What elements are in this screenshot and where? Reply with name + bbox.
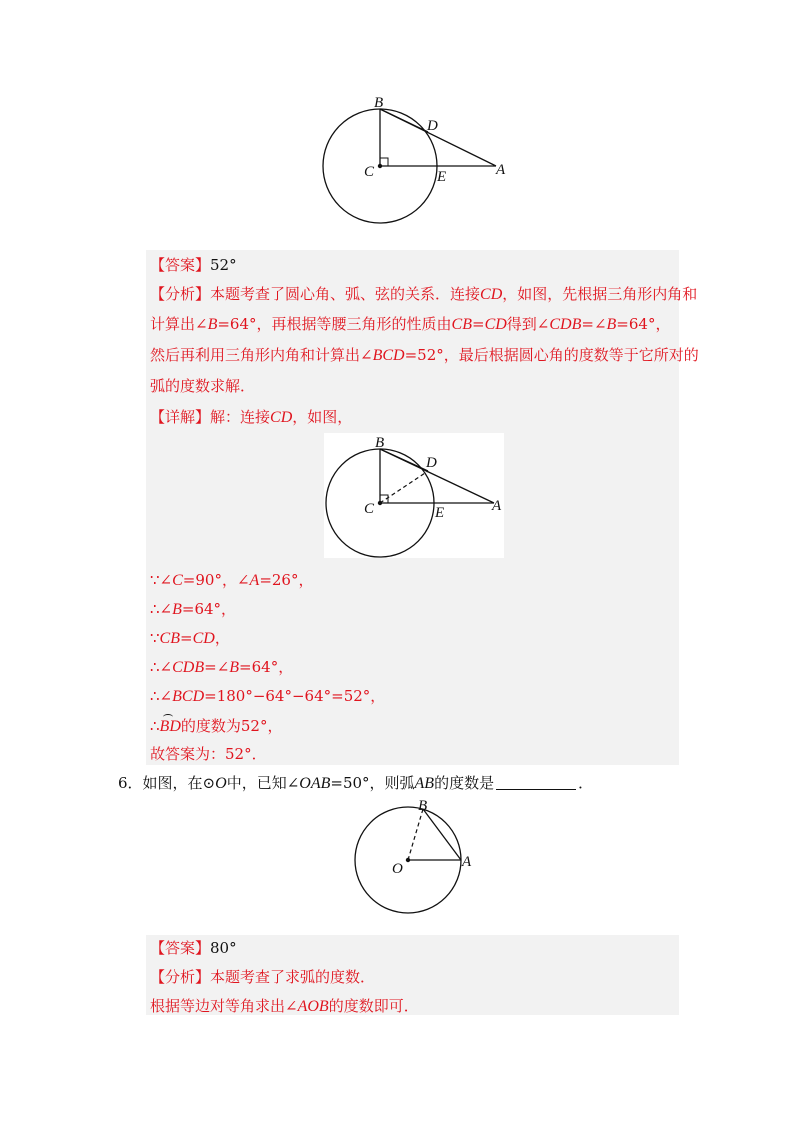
label-d: D — [427, 118, 438, 134]
q5-step6: ∴BD的度数为52°， — [150, 717, 283, 735]
label-a: A — [496, 162, 506, 178]
q5-analysis-line3: 然后再利用三角形内角和计算出∠BCD=52°，最后根据圆心角的度数等于它所对的 — [150, 346, 699, 364]
arc-bd: BD — [159, 718, 181, 735]
label-b: B — [375, 435, 385, 451]
q5-analysis-line1: 【分析】本题考查了圆心角、弧、弦的关系．连接CD，如图，先根据三角形内角和 — [150, 285, 698, 303]
q5-answer: 【答案】52° — [150, 256, 237, 274]
figure-circle-bcd-top — [310, 90, 520, 230]
question-6: 6．如图，在⊙O中，已知∠OAB=50°，则弧AB的度数是 ． — [118, 774, 594, 792]
figure-circle-bcd-detail — [324, 433, 504, 558]
q5-step2: ∴∠B=64°， — [150, 600, 237, 618]
label-c: C — [364, 164, 375, 180]
label-b: B — [418, 798, 428, 814]
q5-final: 故答案为：52°． — [150, 745, 267, 763]
q6-analysis-line1: 【分析】本题考查了求弧的度数． — [150, 968, 376, 986]
q5-step1: ∵∠C=90°，∠A=26°， — [150, 571, 314, 589]
q5-step4: ∴∠CDB=∠B=64°， — [150, 658, 294, 676]
q5-step5: ∴∠BCD=180°−64°−64°=52°， — [150, 687, 386, 705]
q6-analysis-line2: 根据等边对等角求出∠AOB的度数即可． — [150, 997, 419, 1015]
figure-circle-oab — [350, 798, 490, 923]
label-e: E — [437, 169, 447, 185]
label-c: C — [364, 501, 375, 517]
label-b: B — [374, 95, 384, 111]
label-a: A — [492, 498, 502, 514]
label-o: O — [392, 861, 403, 877]
q6-answer: 【答案】80° — [150, 939, 237, 957]
answer-blank — [496, 775, 576, 790]
label-d: D — [426, 455, 437, 471]
q5-step3: ∵CB=CD， — [150, 629, 230, 647]
label-a: A — [462, 854, 472, 870]
q5-analysis-line4: 弧的度数求解． — [150, 377, 256, 395]
label-e: E — [435, 505, 445, 521]
q5-analysis-line2: 计算出∠B=64°，再根据等腰三角形的性质由CB=CD得到∠CDB=∠B=64°， — [150, 315, 671, 333]
q5-detail: 【详解】解：连接CD，如图， — [150, 408, 353, 426]
